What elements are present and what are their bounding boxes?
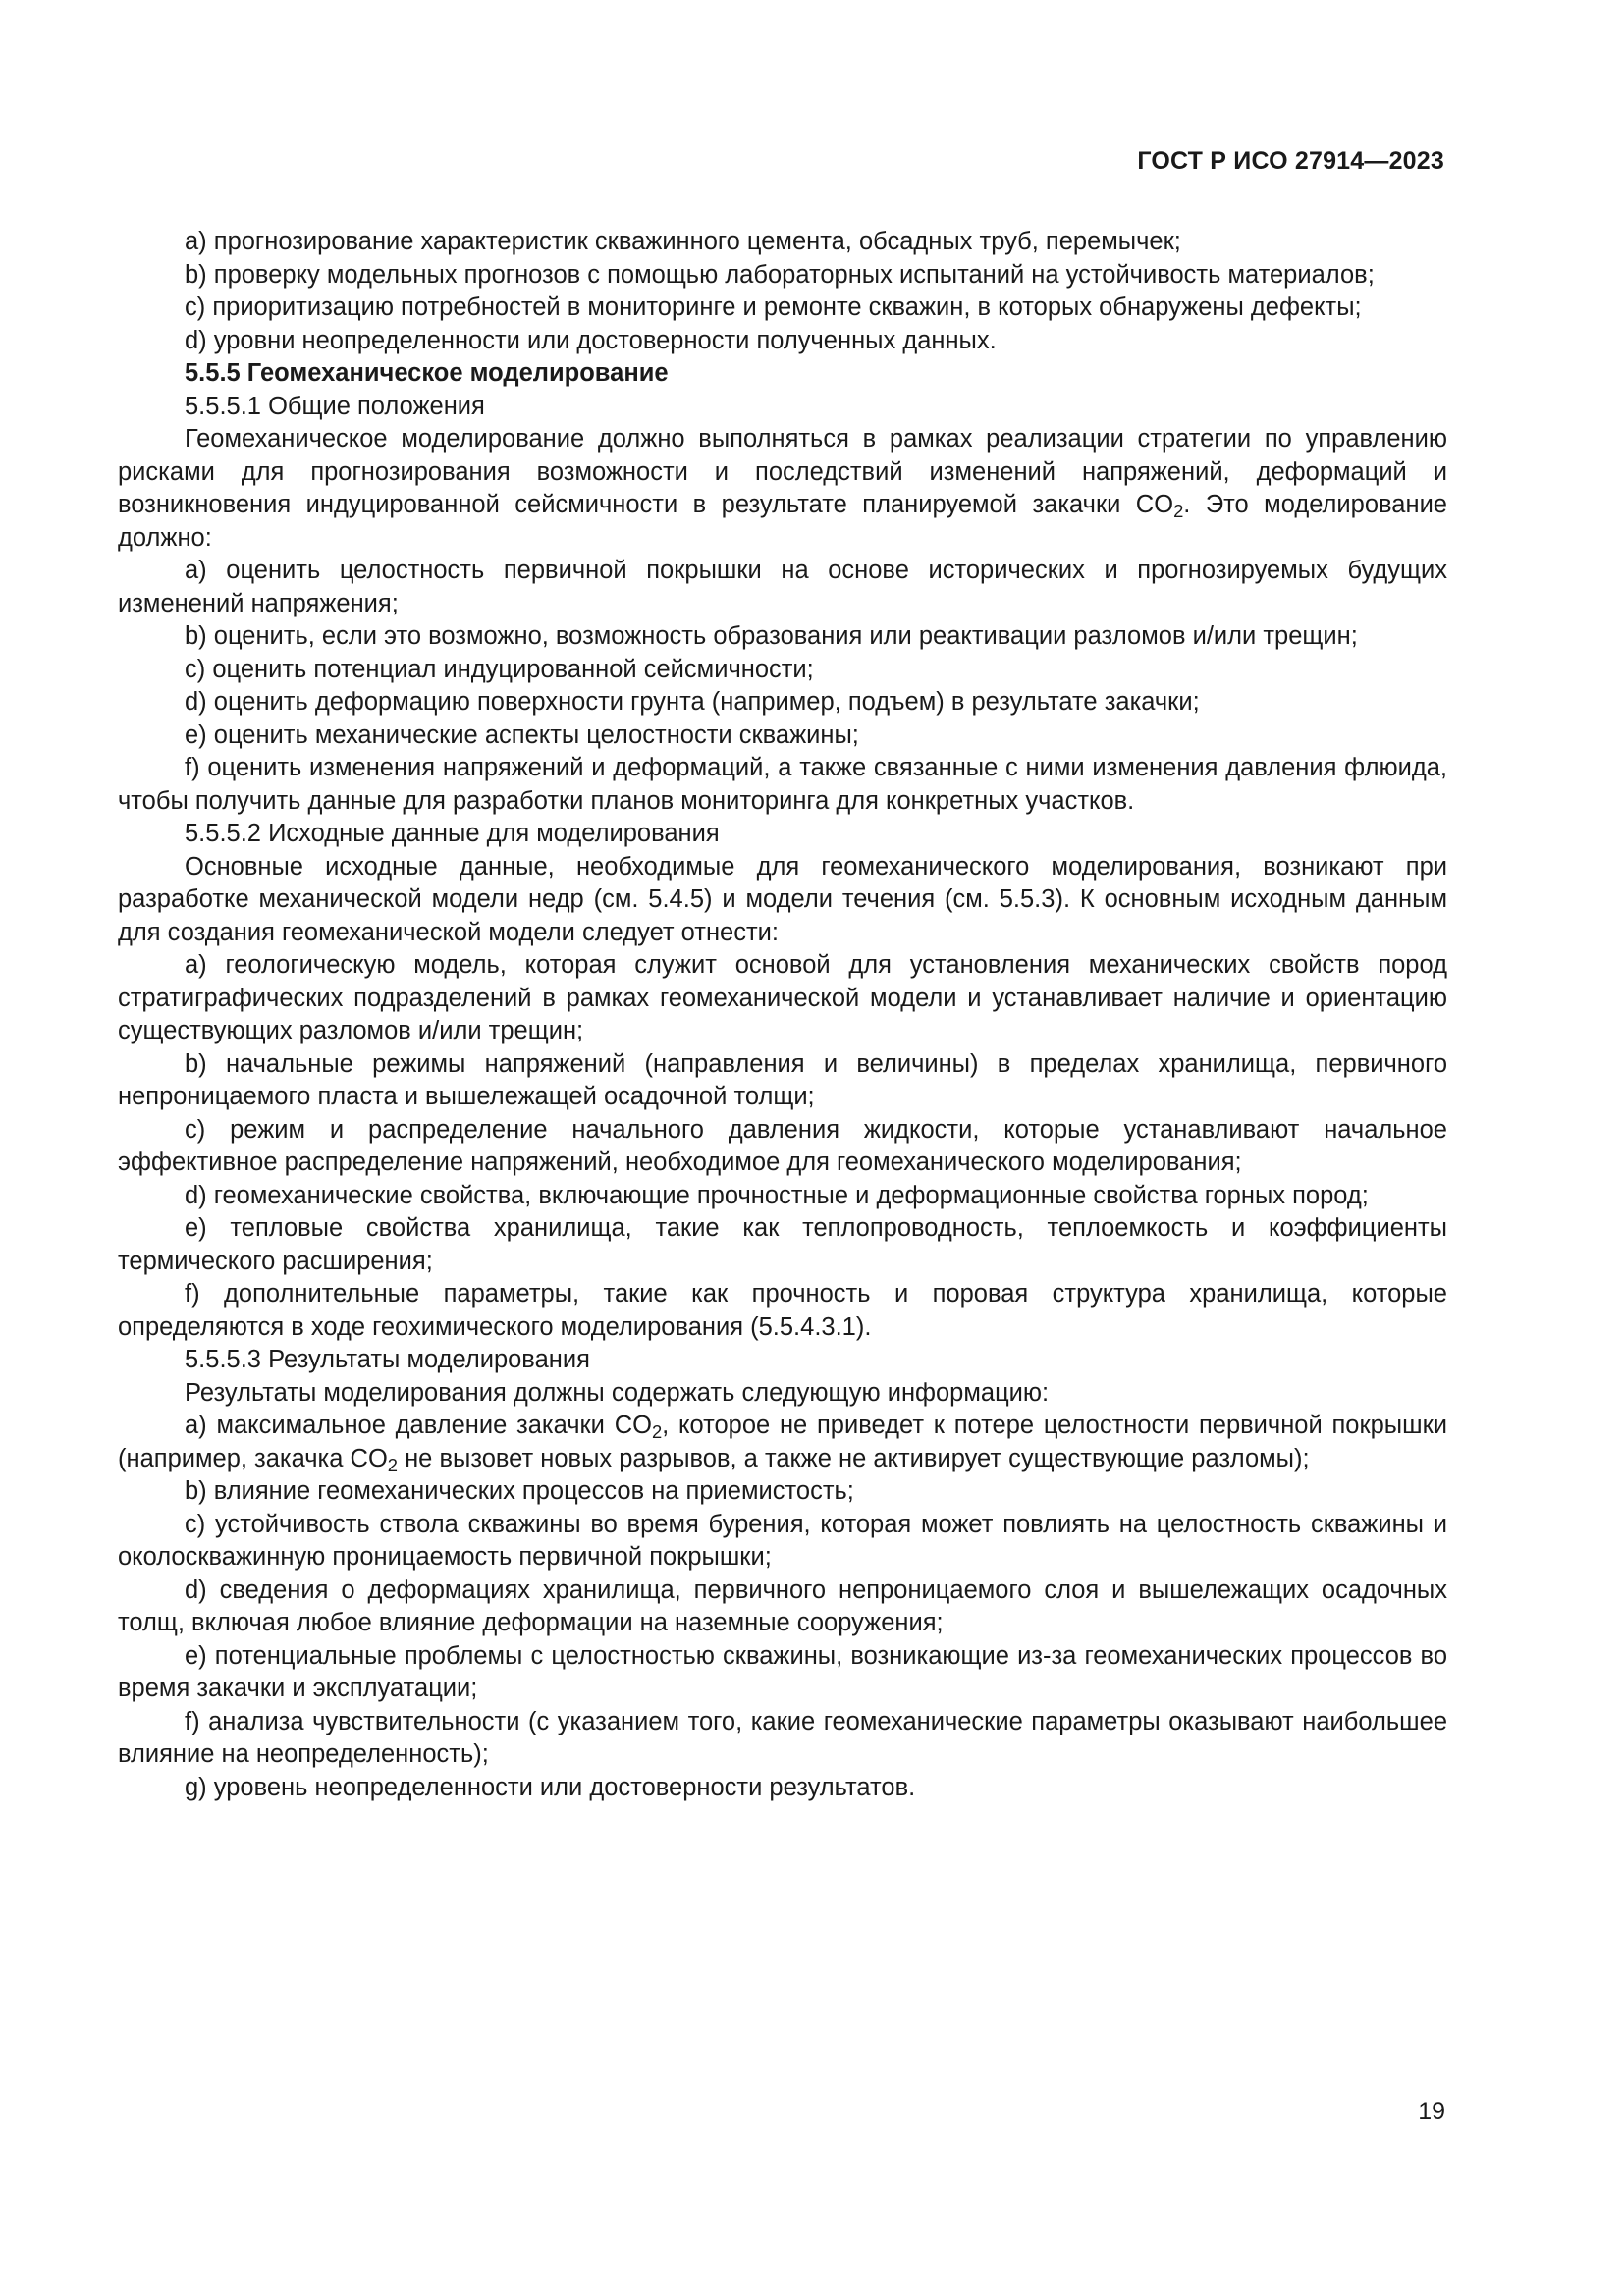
list-item-e: e) оценить механические аспекты целостности скважины;: [185, 721, 859, 749]
list-item-c: c) приоритизацию потребностей в мониторинге и ремонте скважин, в которых обнаружены дефекты;: [185, 294, 1362, 321]
paragraph-intro: Результаты моделирования должны содержать следующую информацию:: [185, 1378, 1050, 1407]
list-item-g: g) уровень неопределенности или достоверности результатов.: [185, 1773, 916, 1801]
list-item-a: a) оценить целостность первичной покрышки на основе исторических и прогнозируемых будущих изменений напряжения;: [118, 557, 1447, 617]
list-item-f: f) анализа чувствительности (с указанием того, какие геомеханические параметры оказывают наибольшее влияние на неопределенность);: [118, 1707, 1447, 1768]
list-item-b: b) проверку модельных прогнозов с помощью лабораторных испытаний на устойчивость материалов;: [185, 260, 1375, 289]
list-item-b: b) влияние геомеханических процессов на приемистость;: [185, 1477, 854, 1505]
list-item-d: d) геомеханические свойства, включающие прочностные и деформационные свойства горных пород;: [185, 1181, 1369, 1209]
list-item-d: d) сведения о деформациях хранилища, первичного непроницаемого слоя и вышележащих осадочных толщ, включая любое влияние деформации на наземные сооружения;: [118, 1575, 1447, 1636]
paragraph-intro: Геомеханическое моделирование должно выполняться в рамках реализации стратегии по управлению рисками для прогнозирования возможности и последствий изменений напряжений, деформаций и возникновения индуцированной сейсмичности в результате планируемой закачки $CO_2$. Это моделирование должно:: [118, 425, 1447, 552]
paragraph-intro: Основные исходные данные, необходимые для геомеханического моделирования, возникают при разработке механической модели недр (см. 5.4.5) и модели течения (см. 5.5.3). К основным исходным данным для создания геомеханической модели следует отнести:: [118, 852, 1447, 946]
list-item-a: a) максимальное давление закачки $CO_2$, которое не приведет к потере целостности первичной покрышки (например, закачка $CO_2$ не вызовет новых разрывов, а также не активирует существующие разломы);: [118, 1412, 1447, 1475]
list-item-c: c) оценить потенциал индуцированной сейсмичности;: [185, 655, 814, 683]
list-item-c: c) устойчивость ствола скважины во время бурения, которая может повлиять на целостность скважины и околоскважинную проницаемость первичной покрышки;: [118, 1510, 1447, 1571]
document-header: ГОСТ Р ИСО 27914—2023: [1137, 147, 1444, 175]
document-body: [118, 226, 1447, 1804]
list-item-a: a) геологическую модель, которая служит основой для установления механических свойств пород стратиграфических подразделений в рамках геомеханической модели и устанавливает наличие и ориентацию существующих разломов и/или трещин;: [118, 951, 1447, 1044]
list-item-f: f) дополнительные параметры, такие как прочность и поровая структура хранилища, которые определяются в ходе геохимического моделирования (5.5.4.3.1).: [118, 1280, 1447, 1341]
list-item-b: b) оценить, если это возможно, возможность образования или реактивации разломов и/или трещин;: [185, 622, 1358, 650]
section-heading: 5.5.5 Геомеханическое моделирование: [185, 359, 669, 387]
list-item-d: d) оценить деформацию поверхности грунта (например, подъем) в результате закачки;: [185, 688, 1200, 716]
list-item-d: d) уровни неопределенности или достоверности полученных данных.: [185, 326, 997, 354]
list-item-c: c) режим и распределение начального давления жидкости, которые устанавливают начальное эффективное распределение напряжений, необходимое для геомеханического моделирования;: [118, 1115, 1447, 1176]
page-number: 19: [1418, 2098, 1445, 2125]
subsection-heading: 5.5.5.1 Общие положения: [185, 392, 485, 420]
list-item-e: e) потенциальные проблемы с целостностью скважины, возникающие из-за геомеханических процессов во время закачки и эксплуатации;: [118, 1641, 1447, 1702]
subsection-heading: 5.5.5.2 Исходные данные для моделирования: [185, 820, 720, 847]
list-item-f: f) оценить изменения напряжений и деформаций, а также связанные с ними изменения давления флюида, чтобы получить данные для разработки планов мониторинга для конкретных участков.: [118, 754, 1447, 815]
list-item-a: a) прогнозирование характеристик скважинного цемента, обсадных труб, перемычек;: [185, 228, 1181, 255]
list-item-e: e) тепловые свойства хранилища, такие как теплопроводность, теплоемкость и коэффициенты термического расширения;: [118, 1214, 1447, 1275]
list-item-b: b) начальные режимы напряжений (направления и величины) в пределах хранилища, первичного непроницаемого пласта и вышележащей осадочной толщи;: [118, 1049, 1447, 1110]
subsection-heading: 5.5.5.3 Результаты моделирования: [185, 1346, 590, 1373]
